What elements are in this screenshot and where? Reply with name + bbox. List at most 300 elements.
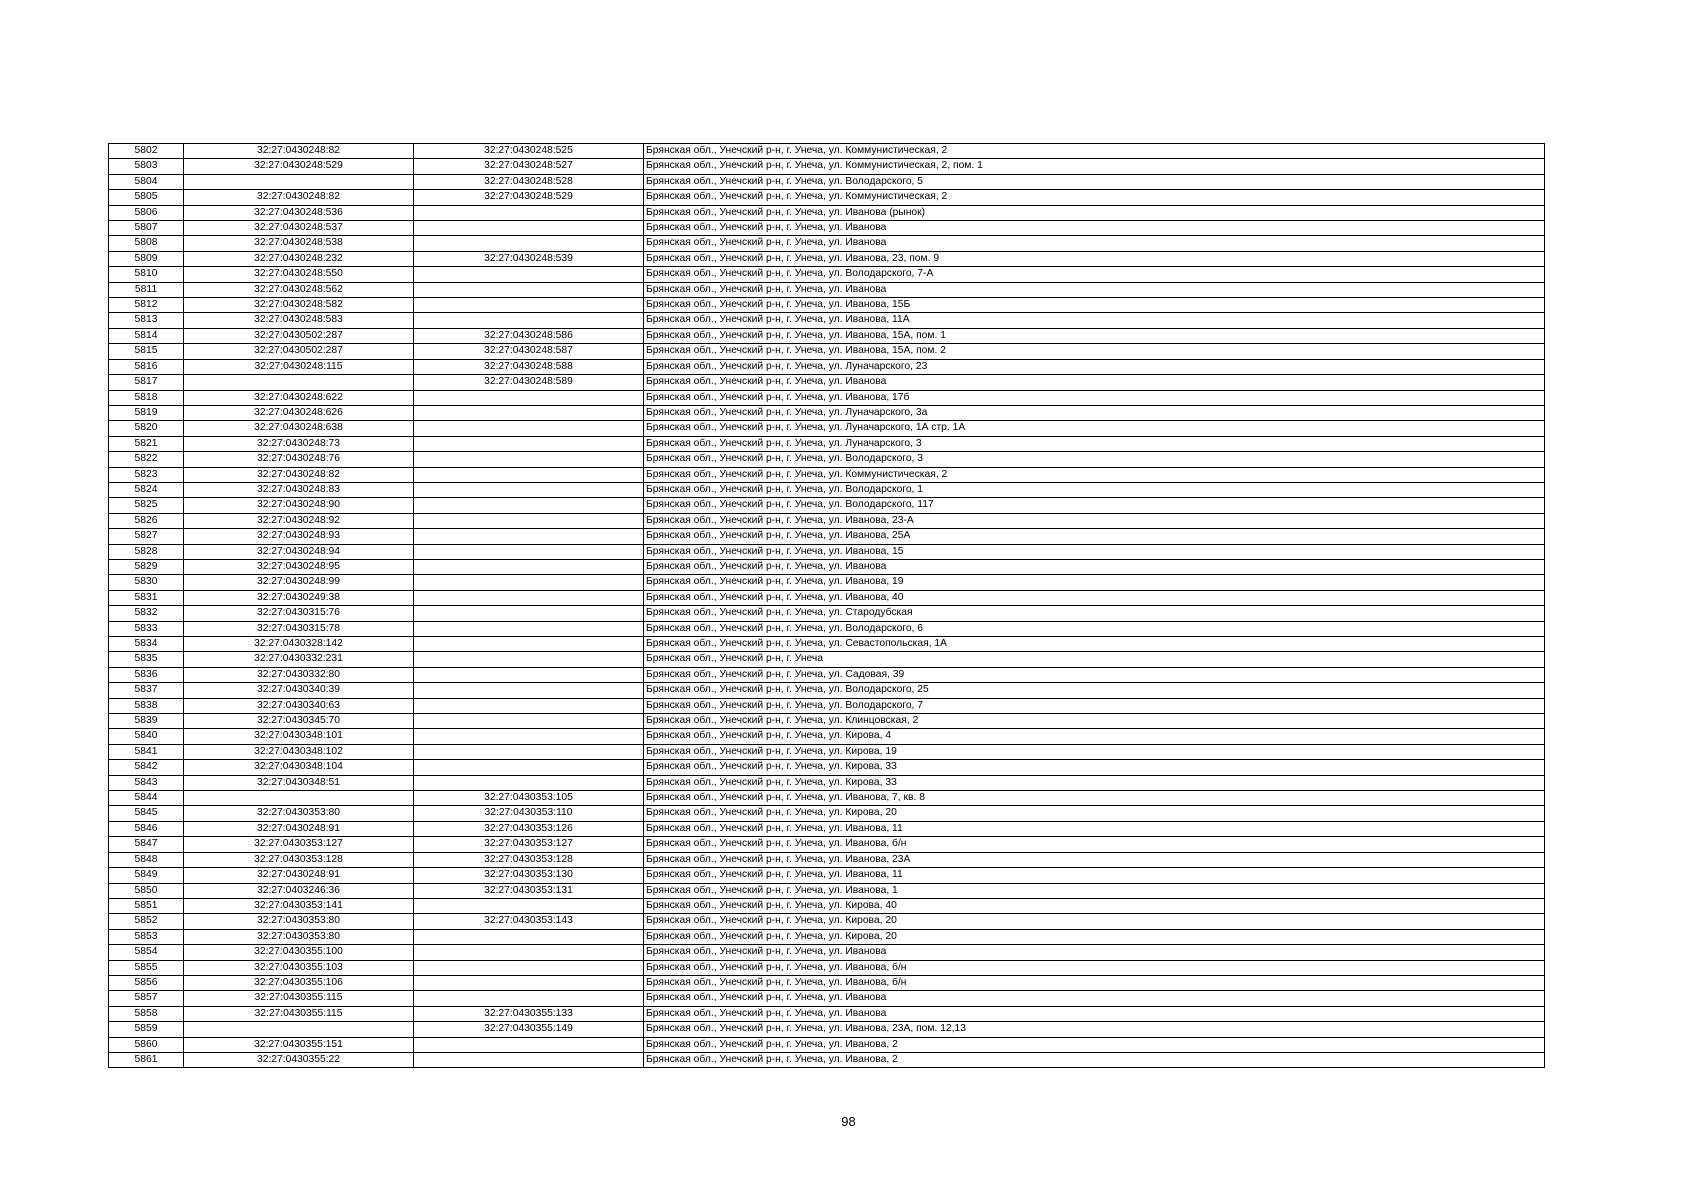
row-number-cell: 5846 (109, 821, 184, 836)
address-cell: Брянская обл., Унечский р-н, г. Унеча, ул. Володарского, 25 (644, 683, 1545, 698)
cadastral-number-cell: 32:27:0430348:104 (184, 760, 414, 775)
address-cell: Брянская обл., Унечский р-н, г. Унеча, ул. Иванова (644, 1006, 1545, 1021)
table-row (109, 436, 1545, 451)
table-row (109, 775, 1545, 790)
table-row (109, 344, 1545, 359)
cadastral-number-cell: 32:27:0430348:51 (184, 775, 414, 790)
address-cell: Брянская обл., Унечский р-н, г. Унеча (644, 652, 1545, 667)
cadastral-number-cell: 32:27:0430248:94 (184, 544, 414, 559)
table-row (109, 1037, 1545, 1052)
address-cell: Брянская обл., Унечский р-н, г. Унеча, ул. Луначарского, 23 (644, 359, 1545, 374)
table-row (109, 729, 1545, 744)
cadastral-number-cell: 32:27:0430248:562 (184, 282, 414, 297)
cadastral-number-cell: 32:27:0430340:39 (184, 683, 414, 698)
row-number-cell: 5815 (109, 344, 184, 359)
table-row (109, 744, 1545, 759)
table-row (109, 313, 1545, 328)
cadastral-number-cell: 32:27:0430355:115 (184, 1006, 414, 1021)
table-row (109, 621, 1545, 636)
row-number-cell: 5859 (109, 1022, 184, 1037)
row-number-cell: 5824 (109, 482, 184, 497)
address-cell: Брянская обл., Унечский р-н, г. Унеча, ул. Коммунистическая, 2 (644, 190, 1545, 205)
object-number-cell (414, 652, 644, 667)
cadastral-number-cell: 32:27:0430355:22 (184, 1052, 414, 1067)
object-number-cell: 32:27:0430248:587 (414, 344, 644, 359)
table-row (109, 559, 1545, 574)
cadastral-number-cell: 32:27:0430248:82 (184, 144, 414, 159)
address-cell: Брянская обл., Унечский р-н, г. Унеча, ул. Кирова, 33 (644, 760, 1545, 775)
table-row (109, 975, 1545, 990)
table-row (109, 960, 1545, 975)
object-number-cell (414, 714, 644, 729)
address-cell: Брянская обл., Унечский р-н, г. Унеча, ул. Иванова (рынок) (644, 205, 1545, 220)
object-number-cell (414, 267, 644, 282)
object-number-cell: 32:27:0430353:131 (414, 883, 644, 898)
row-number-cell: 5850 (109, 883, 184, 898)
address-cell: Брянская обл., Унечский р-н, г. Унеча, ул. Иванова (644, 221, 1545, 236)
table-row (109, 405, 1545, 420)
object-number-cell (414, 606, 644, 621)
cadastral-number-cell: 32:27:0430353:80 (184, 914, 414, 929)
object-number-cell (414, 529, 644, 544)
address-cell: Брянская обл., Унечский р-н, г. Унеча, ул. Иванова, 11 (644, 821, 1545, 836)
cadastral-number-cell: 32:27:0430353:127 (184, 837, 414, 852)
row-number-cell: 5816 (109, 359, 184, 374)
object-number-cell (414, 667, 644, 682)
cadastral-number-cell: 32:27:0430332:231 (184, 652, 414, 667)
object-number-cell (414, 698, 644, 713)
cadastral-number-cell: 32:27:0430248:583 (184, 313, 414, 328)
row-number-cell: 5840 (109, 729, 184, 744)
address-cell: Брянская обл., Унечский р-н, г. Унеча, ул. Володарского, 1 (644, 482, 1545, 497)
table-row (109, 821, 1545, 836)
row-number-cell: 5835 (109, 652, 184, 667)
cadastral-number-cell: 32:27:0430315:78 (184, 621, 414, 636)
table-row (109, 267, 1545, 282)
row-number-cell: 5861 (109, 1052, 184, 1067)
row-number-cell: 5827 (109, 529, 184, 544)
cadastral-number-cell: 32:27:0430315:76 (184, 606, 414, 621)
cadastral-number-cell: 32:27:0430348:102 (184, 744, 414, 759)
object-number-cell: 32:27:0430248:588 (414, 359, 644, 374)
row-number-cell: 5858 (109, 1006, 184, 1021)
table-row (109, 698, 1545, 713)
table-row (109, 929, 1545, 944)
object-number-cell: 32:27:0430248:589 (414, 375, 644, 390)
object-number-cell (414, 236, 644, 251)
row-number-cell: 5833 (109, 621, 184, 636)
cadastral-number-cell: 32:27:0430248:76 (184, 452, 414, 467)
address-cell: Брянская обл., Унечский р-н, г. Унеча, ул. Иванова (644, 282, 1545, 297)
row-number-cell: 5851 (109, 898, 184, 913)
cadastral-number-cell: 32:27:0430248:73 (184, 436, 414, 451)
row-number-cell: 5857 (109, 991, 184, 1006)
table-row (109, 529, 1545, 544)
object-number-cell: 32:27:0430353:110 (414, 806, 644, 821)
cadastral-number-cell: 32:27:0430248:90 (184, 498, 414, 513)
address-cell: Брянская обл., Унечский р-н, г. Унеча, ул. Иванова, 25А (644, 529, 1545, 544)
cadastral-number-cell: 32:27:0430248:83 (184, 482, 414, 497)
address-cell: Брянская обл., Унечский р-н, г. Унеча, ул. Кирова, 40 (644, 898, 1545, 913)
table-row (109, 390, 1545, 405)
table-row (109, 544, 1545, 559)
table-row (109, 359, 1545, 374)
address-cell: Брянская обл., Унечский р-н, г. Унеча, ул. Иванова, 23А (644, 852, 1545, 867)
address-cell: Брянская обл., Унечский р-н, г. Унеча, ул. Коммунистическая, 2 (644, 144, 1545, 159)
object-number-cell (414, 729, 644, 744)
cadastral-number-cell: 32:27:0430353:141 (184, 898, 414, 913)
object-number-cell (414, 975, 644, 990)
cadastral-number-cell (184, 174, 414, 189)
object-number-cell: 32:27:0430353:130 (414, 868, 644, 883)
cadastral-number-cell: 32:27:0430248:638 (184, 421, 414, 436)
cadastral-number-cell: 32:27:0430353:80 (184, 929, 414, 944)
object-number-cell (414, 559, 644, 574)
row-number-cell: 5811 (109, 282, 184, 297)
row-number-cell: 5806 (109, 205, 184, 220)
row-number-cell: 5814 (109, 328, 184, 343)
object-number-cell (414, 621, 644, 636)
table-row (109, 159, 1545, 174)
address-cell: Брянская обл., Унечский р-н, г. Унеча, ул. Володарского, 7 (644, 698, 1545, 713)
object-number-cell (414, 436, 644, 451)
object-number-cell (414, 390, 644, 405)
object-number-cell (414, 421, 644, 436)
row-number-cell: 5817 (109, 375, 184, 390)
table-row (109, 760, 1545, 775)
row-number-cell: 5829 (109, 559, 184, 574)
table-row (109, 1022, 1545, 1037)
table-row (109, 667, 1545, 682)
object-number-cell (414, 960, 644, 975)
object-number-cell: 32:27:0430355:149 (414, 1022, 644, 1037)
cadastral-number-cell: 32:27:0430248:82 (184, 467, 414, 482)
object-number-cell (414, 945, 644, 960)
address-cell: Брянская обл., Унечский р-н, г. Унеча, ул. Иванова, 15А, пом. 2 (644, 344, 1545, 359)
object-number-cell (414, 744, 644, 759)
object-number-cell: 32:27:0430248:529 (414, 190, 644, 205)
object-number-cell (414, 513, 644, 528)
address-cell: Брянская обл., Унечский р-н, г. Унеча, ул. Стародубская (644, 606, 1545, 621)
table-row (109, 251, 1545, 266)
object-number-cell: 32:27:0430355:133 (414, 1006, 644, 1021)
row-number-cell: 5844 (109, 791, 184, 806)
address-cell: Брянская обл., Унечский р-н, г. Унеча, ул. Иванова, 1 (644, 883, 1545, 898)
table-row (109, 328, 1545, 343)
object-number-cell (414, 1037, 644, 1052)
cadastral-number-cell: 32:27:0430355:106 (184, 975, 414, 990)
row-number-cell: 5860 (109, 1037, 184, 1052)
row-number-cell: 5856 (109, 975, 184, 990)
address-cell: Брянская обл., Унечский р-н, г. Унеча, ул. Иванова, 11А (644, 313, 1545, 328)
address-cell: Брянская обл., Унечский р-н, г. Унеча, ул. Иванова, б/н (644, 960, 1545, 975)
address-cell: Брянская обл., Унечский р-н, г. Унеча, ул. Иванова, 7, кв. 8 (644, 791, 1545, 806)
row-number-cell: 5828 (109, 544, 184, 559)
cadastral-number-cell: 32:27:0430248:626 (184, 405, 414, 420)
object-number-cell (414, 683, 644, 698)
table-row (109, 714, 1545, 729)
object-number-cell (414, 298, 644, 313)
cadastral-number-cell: 32:27:0430248:91 (184, 868, 414, 883)
row-number-cell: 5804 (109, 174, 184, 189)
row-number-cell: 5820 (109, 421, 184, 436)
address-cell: Брянская обл., Унечский р-н, г. Унеча, ул. Луначарского, 1А стр. 1А (644, 421, 1545, 436)
cadastral-number-cell: 32:27:0430355:115 (184, 991, 414, 1006)
address-cell: Брянская обл., Унечский р-н, г. Унеча, ул. Кирова, 20 (644, 806, 1545, 821)
table-row (109, 298, 1545, 313)
row-number-cell: 5845 (109, 806, 184, 821)
cadastral-number-cell: 32:27:0430248:622 (184, 390, 414, 405)
address-cell: Брянская обл., Унечский р-н, г. Унеча, ул. Иванова, 2 (644, 1052, 1545, 1067)
address-cell: Брянская обл., Унечский р-н, г. Унеча, ул. Володарского, 6 (644, 621, 1545, 636)
table-row (109, 421, 1545, 436)
row-number-cell: 5823 (109, 467, 184, 482)
address-cell: Брянская обл., Унечский р-н, г. Унеча, ул. Иванова, б/н (644, 975, 1545, 990)
row-number-cell: 5852 (109, 914, 184, 929)
object-number-cell: 32:27:0430353:127 (414, 837, 644, 852)
address-cell: Брянская обл., Унечский р-н, г. Унеча, ул. Садовая, 39 (644, 667, 1545, 682)
row-number-cell: 5832 (109, 606, 184, 621)
row-number-cell: 5807 (109, 221, 184, 236)
row-number-cell: 5848 (109, 852, 184, 867)
table-row (109, 590, 1545, 605)
table-body (109, 144, 1545, 1068)
row-number-cell: 5847 (109, 837, 184, 852)
row-number-cell: 5826 (109, 513, 184, 528)
table-row (109, 1006, 1545, 1021)
row-number-cell: 5855 (109, 960, 184, 975)
address-cell: Брянская обл., Унечский р-н, г. Унеча, ул. Иванова, 15 (644, 544, 1545, 559)
object-number-cell: 32:27:0430248:586 (414, 328, 644, 343)
cadastral-number-cell (184, 1022, 414, 1037)
object-number-cell (414, 991, 644, 1006)
address-cell: Брянская обл., Унечский р-н, г. Унеча, ул. Володарского, 5 (644, 174, 1545, 189)
address-cell: Брянская обл., Унечский р-н, г. Унеча, ул. Иванова (644, 991, 1545, 1006)
table-row (109, 637, 1545, 652)
table-row (109, 190, 1545, 205)
row-number-cell: 5821 (109, 436, 184, 451)
address-cell: Брянская обл., Унечский р-н, г. Унеча, ул. Коммунистическая, 2, пом. 1 (644, 159, 1545, 174)
cadastral-number-cell (184, 375, 414, 390)
table-row (109, 144, 1545, 159)
address-cell: Брянская обл., Унечский р-н, г. Унеча, ул. Иванова, 15А, пом. 1 (644, 328, 1545, 343)
object-number-cell: 32:27:0430248:525 (414, 144, 644, 159)
row-number-cell: 5831 (109, 590, 184, 605)
address-cell: Брянская обл., Унечский р-н, г. Унеча, ул. Кирова, 33 (644, 775, 1545, 790)
address-cell: Брянская обл., Унечский р-н, г. Унеча, ул. Иванова, 19 (644, 575, 1545, 590)
row-number-cell: 5803 (109, 159, 184, 174)
row-number-cell: 5843 (109, 775, 184, 790)
object-number-cell (414, 221, 644, 236)
object-number-cell: 32:27:0430248:527 (414, 159, 644, 174)
object-number-cell (414, 482, 644, 497)
cadastral-number-cell: 32:27:0430345:70 (184, 714, 414, 729)
table-row (109, 467, 1545, 482)
cadastral-number-cell: 32:27:0430355:103 (184, 960, 414, 975)
table-row (109, 498, 1545, 513)
row-number-cell: 5834 (109, 637, 184, 652)
object-number-cell (414, 544, 644, 559)
cadastral-number-cell: 32:27:0430248:537 (184, 221, 414, 236)
address-cell: Брянская обл., Унечский р-н, г. Унеча, ул. Севастопольская, 1А (644, 637, 1545, 652)
address-cell: Брянская обл., Унечский р-н, г. Унеча, ул. Иванова, 23-А (644, 513, 1545, 528)
cadastral-number-cell: 32:27:0430248:582 (184, 298, 414, 313)
table-row (109, 174, 1545, 189)
row-number-cell: 5841 (109, 744, 184, 759)
object-number-cell: 32:27:0430248:539 (414, 251, 644, 266)
object-number-cell (414, 405, 644, 420)
table-row (109, 883, 1545, 898)
table-row (109, 482, 1545, 497)
table-row (109, 282, 1545, 297)
object-number-cell: 32:27:0430353:143 (414, 914, 644, 929)
table-row (109, 652, 1545, 667)
cadastral-number-cell: 32:27:0430248:529 (184, 159, 414, 174)
row-number-cell: 5805 (109, 190, 184, 205)
address-cell: Брянская обл., Унечский р-н, г. Унеча, ул. Иванова (644, 559, 1545, 574)
table-row (109, 945, 1545, 960)
table-row (109, 205, 1545, 220)
row-number-cell: 5839 (109, 714, 184, 729)
address-cell: Брянская обл., Унечский р-н, г. Унеча, ул. Кирова, 19 (644, 744, 1545, 759)
object-number-cell (414, 1052, 644, 1067)
row-number-cell: 5808 (109, 236, 184, 251)
address-cell: Брянская обл., Унечский р-н, г. Унеча, ул. Кирова, 20 (644, 929, 1545, 944)
address-cell: Брянская обл., Унечский р-н, г. Унеча, ул. Луначарского, 3а (644, 405, 1545, 420)
address-cell: Брянская обл., Унечский р-н, г. Унеча, ул. Коммунистическая, 2 (644, 467, 1545, 482)
address-cell: Брянская обл., Унечский р-н, г. Унеча, ул. Иванова (644, 945, 1545, 960)
table-row (109, 236, 1545, 251)
object-number-cell (414, 898, 644, 913)
cadastral-number-cell: 32:27:0430353:80 (184, 806, 414, 821)
table-row (109, 575, 1545, 590)
row-number-cell: 5853 (109, 929, 184, 944)
row-number-cell: 5830 (109, 575, 184, 590)
address-cell: Брянская обл., Унечский р-н, г. Унеча, ул. Иванова, 15Б (644, 298, 1545, 313)
row-number-cell: 5838 (109, 698, 184, 713)
table-row (109, 991, 1545, 1006)
address-cell: Брянская обл., Унечский р-н, г. Унеча, ул. Иванова (644, 375, 1545, 390)
cadastral-number-cell: 32:27:0430353:128 (184, 852, 414, 867)
address-cell: Брянская обл., Унечский р-н, г. Унеча, ул. Иванова, б/н (644, 837, 1545, 852)
address-cell: Брянская обл., Унечский р-н, г. Унеча, ул. Иванова, 11 (644, 868, 1545, 883)
object-number-cell (414, 760, 644, 775)
address-cell: Брянская обл., Унечский р-н, г. Унеча, ул. Иванова, 2 (644, 1037, 1545, 1052)
row-number-cell: 5813 (109, 313, 184, 328)
address-cell: Брянская обл., Унечский р-н, г. Унеча, ул. Иванова, 40 (644, 590, 1545, 605)
table-row (109, 375, 1545, 390)
table-row (109, 852, 1545, 867)
row-number-cell: 5802 (109, 144, 184, 159)
address-cell: Брянская обл., Унечский р-н, г. Унеча, ул. Иванова, 17б (644, 390, 1545, 405)
cadastral-number-cell: 32:27:0430248:550 (184, 267, 414, 282)
table-row (109, 914, 1545, 929)
table-row (109, 683, 1545, 698)
cadastral-number-cell: 32:27:0430355:151 (184, 1037, 414, 1052)
object-number-cell (414, 467, 644, 482)
cadastral-number-cell: 32:27:0430248:82 (184, 190, 414, 205)
cadastral-number-cell: 32:27:0430248:99 (184, 575, 414, 590)
row-number-cell: 5825 (109, 498, 184, 513)
table-row (109, 837, 1545, 852)
cadastral-number-cell: 32:27:0430355:100 (184, 945, 414, 960)
object-number-cell (414, 929, 644, 944)
table-row (109, 452, 1545, 467)
object-number-cell (414, 637, 644, 652)
row-number-cell: 5836 (109, 667, 184, 682)
cadastral-number-cell (184, 791, 414, 806)
object-number-cell: 32:27:0430353:128 (414, 852, 644, 867)
row-number-cell: 5854 (109, 945, 184, 960)
address-cell: Брянская обл., Унечский р-н, г. Унеча, ул. Володарского, 7-А (644, 267, 1545, 282)
address-cell: Брянская обл., Унечский р-н, г. Унеча, ул. Володарского, 3 (644, 452, 1545, 467)
cadastral-number-cell: 32:27:0430332:80 (184, 667, 414, 682)
table-row (109, 221, 1545, 236)
cadastral-number-cell: 32:27:0430248:538 (184, 236, 414, 251)
table-row (109, 1052, 1545, 1067)
address-cell: Брянская обл., Унечский р-н, г. Унеча, ул. Клинцовская, 2 (644, 714, 1545, 729)
cadastral-number-cell: 32:27:0403246:36 (184, 883, 414, 898)
cadastral-number-cell: 32:27:0430248:91 (184, 821, 414, 836)
row-number-cell: 5837 (109, 683, 184, 698)
table-row (109, 513, 1545, 528)
row-number-cell: 5812 (109, 298, 184, 313)
address-cell: Брянская обл., Унечский р-н, г. Унеча, ул. Луначарского, 3 (644, 436, 1545, 451)
object-number-cell (414, 205, 644, 220)
object-number-cell: 32:27:0430353:105 (414, 791, 644, 806)
row-number-cell: 5818 (109, 390, 184, 405)
row-number-cell: 5819 (109, 405, 184, 420)
object-number-cell: 32:27:0430248:528 (414, 174, 644, 189)
address-cell: Брянская обл., Унечский р-н, г. Унеча, ул. Кирова, 20 (644, 914, 1545, 929)
object-number-cell (414, 498, 644, 513)
cadastral-number-cell: 32:27:0430248:232 (184, 251, 414, 266)
registry-table (108, 143, 1545, 1068)
object-number-cell (414, 313, 644, 328)
cadastral-number-cell: 32:27:0430248:95 (184, 559, 414, 574)
page-number: 98 (841, 1114, 856, 1129)
row-number-cell: 5842 (109, 760, 184, 775)
address-cell: Брянская обл., Унечский р-н, г. Унеча, ул. Иванова, 23, пом. 9 (644, 251, 1545, 266)
cadastral-number-cell: 32:27:0430348:101 (184, 729, 414, 744)
object-number-cell: 32:27:0430353:126 (414, 821, 644, 836)
address-cell: Брянская обл., Унечский р-н, г. Унеча, ул. Кирова, 4 (644, 729, 1545, 744)
address-cell: Брянская обл., Унечский р-н, г. Унеча, ул. Володарского, 117 (644, 498, 1545, 513)
table-row (109, 868, 1545, 883)
cadastral-number-cell: 32:27:0430248:115 (184, 359, 414, 374)
cadastral-number-cell: 32:27:0430340:63 (184, 698, 414, 713)
cadastral-number-cell: 32:27:0430249:38 (184, 590, 414, 605)
table-row (109, 606, 1545, 621)
row-number-cell: 5809 (109, 251, 184, 266)
row-number-cell: 5810 (109, 267, 184, 282)
cadastral-number-cell: 32:27:0430248:536 (184, 205, 414, 220)
cadastral-number-cell: 32:27:0430328:142 (184, 637, 414, 652)
row-number-cell: 5822 (109, 452, 184, 467)
object-number-cell (414, 590, 644, 605)
address-cell: Брянская обл., Унечский р-н, г. Унеча, ул. Иванова, 23А, пом. 12,13 (644, 1022, 1545, 1037)
cadastral-number-cell: 32:27:0430248:93 (184, 529, 414, 544)
cadastral-number-cell: 32:27:0430502:287 (184, 328, 414, 343)
object-number-cell (414, 775, 644, 790)
table-row (109, 806, 1545, 821)
row-number-cell: 5849 (109, 868, 184, 883)
table-row (109, 898, 1545, 913)
object-number-cell (414, 575, 644, 590)
address-cell: Брянская обл., Унечский р-н, г. Унеча, ул. Иванова (644, 236, 1545, 251)
object-number-cell (414, 282, 644, 297)
table-row (109, 791, 1545, 806)
